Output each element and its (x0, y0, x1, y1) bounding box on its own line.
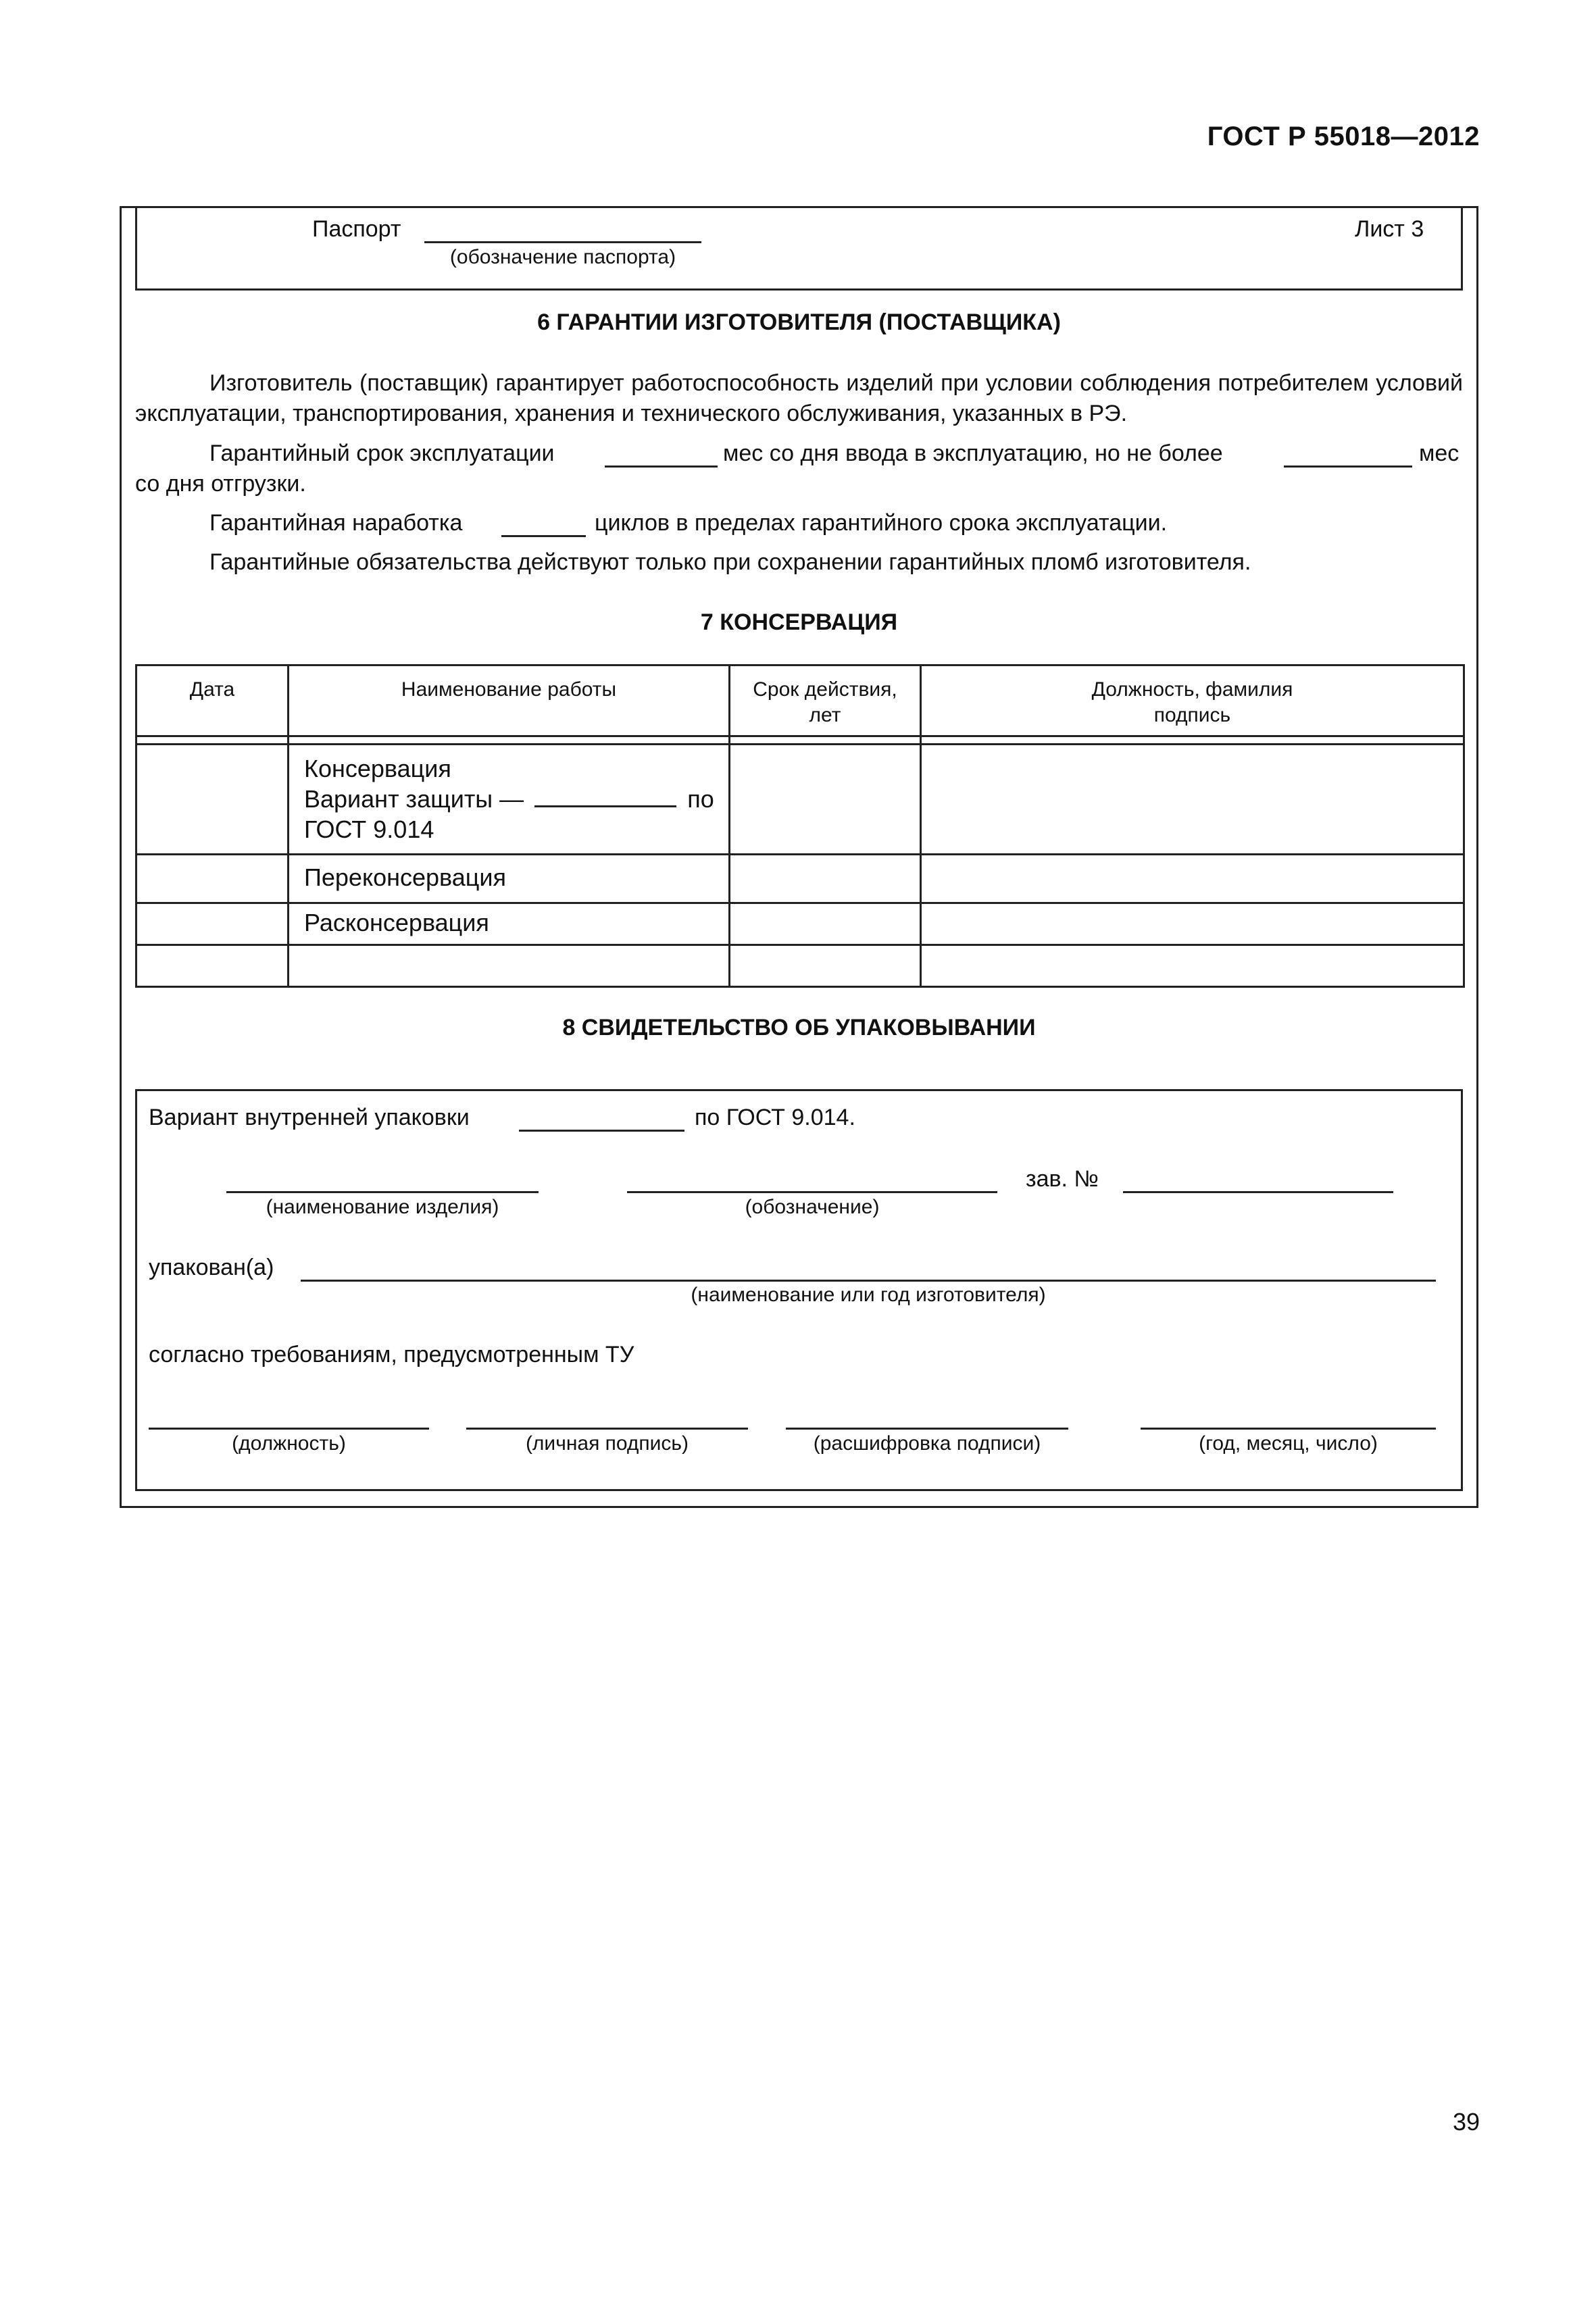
warranty-operating-label: Гарантийная наработка (209, 510, 463, 536)
table-row (136, 745, 1464, 855)
warranty-cycles-text: циклов в пределах гарантийного срока эксплуатации. (595, 510, 1168, 536)
section6-title: 6 ГАРАНТИИ ИЗГОТОВИТЕЛЯ (ПОСТАВЩИКА) (537, 309, 1061, 335)
protection-variant-suffix: по (687, 785, 714, 813)
designation-field[interactable] (627, 1191, 997, 1193)
col-period-header: Срок действия, лет (730, 665, 921, 736)
table-row (136, 855, 1464, 903)
table-row (136, 903, 1464, 945)
page-number: 39 (1452, 2108, 1480, 2136)
date-cell[interactable] (136, 745, 289, 855)
signature-cell[interactable] (921, 855, 1464, 903)
passport-caption: (обозначение паспорта) (449, 246, 676, 268)
inner-packing-standard: по ГОСТ 9.014. (695, 1105, 855, 1130)
requirements-text: согласно требованиям, предусмотренным ТУ (149, 1342, 634, 1367)
date-caption: (год, месяц, число) (1199, 1432, 1378, 1455)
product-name-field[interactable] (226, 1191, 539, 1193)
section8-title: 8 СВИДЕТЕЛЬСТВО ОБ УПАКОВЫВАНИИ (562, 1015, 1036, 1040)
warranty-period-text: мес со дня ввода в эксплуатацию, но не более (723, 441, 1223, 466)
table-header-row (136, 665, 1464, 736)
signature-cell[interactable] (921, 745, 1464, 855)
date-cell[interactable] (136, 855, 289, 903)
manufacturer-field[interactable] (301, 1280, 1436, 1282)
packed-label: упакован(а) (149, 1255, 274, 1280)
table-header-separator (136, 736, 1464, 745)
col-date-header: Дата (136, 665, 289, 736)
warranty-period-field[interactable] (605, 466, 718, 468)
product-name-caption: (наименование изделия) (266, 1196, 499, 1218)
warranty-shipment-text: со дня отгрузки. (135, 471, 306, 497)
position-caption: (должность) (232, 1432, 346, 1455)
warranty-cycles-field[interactable] (501, 535, 586, 537)
document-code: ГОСТ Р 55018—2012 (1207, 122, 1480, 151)
passport-field[interactable] (424, 241, 701, 243)
section6-paragraph1: Изготовитель (поставщик) гарантирует работоспособность изделий при условии соблюдения потребителем условий эксплуатации, транспортирования, хранения и технического обслуживания, указанных в РЭ. (135, 370, 1463, 426)
manufacturer-caption: (наименование или год изготовителя) (691, 1284, 1046, 1306)
protection-variant-field[interactable] (534, 785, 676, 807)
protection-standard: ГОСТ 9.014 (304, 815, 434, 843)
date-cell[interactable] (136, 945, 289, 987)
work-conservation-label: Консервация (304, 755, 451, 782)
period-cell[interactable] (730, 855, 921, 903)
signature-field[interactable] (466, 1428, 748, 1430)
period-cell[interactable] (730, 903, 921, 945)
warranty-period-label: Гарантийный срок эксплуатации (209, 441, 555, 466)
signature-caption: (личная подпись) (525, 1432, 689, 1455)
period-cell[interactable] (730, 745, 921, 855)
position-field[interactable] (149, 1428, 429, 1430)
warranty-seals-text: Гарантийные обязательства действуют только при сохранении гарантийных пломб изготовителя. (209, 549, 1251, 575)
inner-packing-field[interactable] (519, 1130, 684, 1132)
signature-decoding-caption: (расшифровка подписи) (813, 1432, 1041, 1455)
section7-title: 7 КОНСЕРВАЦИЯ (700, 609, 898, 635)
conservation-table (135, 664, 1465, 988)
signature-cell[interactable] (921, 903, 1464, 945)
work-cell (289, 745, 730, 855)
date-cell[interactable] (136, 903, 289, 945)
signature-cell[interactable] (921, 945, 1464, 987)
period-cell[interactable] (730, 945, 921, 987)
designation-caption: (обозначение) (745, 1196, 880, 1218)
serial-number-field[interactable] (1123, 1191, 1393, 1193)
col-work-header: Наименование работы (289, 665, 730, 736)
work-cell[interactable] (289, 945, 730, 987)
work-deconservation: Расконсервация (289, 903, 730, 945)
protection-variant-line (304, 784, 728, 814)
serial-number-label: зав. № (1026, 1166, 1099, 1192)
date-field[interactable] (1141, 1428, 1436, 1430)
col-signature-header: Должность, фамилия подпись (921, 665, 1464, 736)
warranty-max-field[interactable] (1284, 466, 1412, 468)
signature-decoding-field[interactable] (786, 1428, 1068, 1430)
inner-packing-label: Вариант внутренней упаковки (149, 1105, 470, 1130)
table-row (136, 945, 1464, 987)
work-reconservation: Переконсервация (289, 855, 730, 903)
warranty-months-unit: мес (1419, 441, 1460, 466)
passport-label: Паспорт (312, 216, 401, 242)
sheet-label: Лист 3 (1355, 216, 1424, 242)
protection-variant-label: Вариант защиты — (304, 785, 524, 813)
